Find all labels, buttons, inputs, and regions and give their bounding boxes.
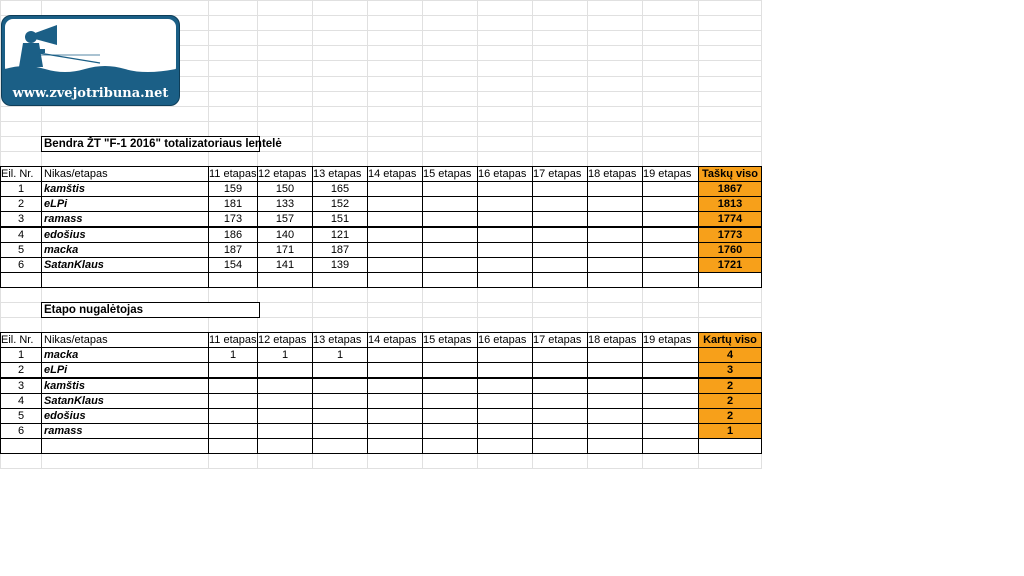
table1-empty-row-cell[interactable] [642, 272, 699, 288]
table2-row-empty-cell[interactable] [477, 408, 533, 424]
table2-empty-row-cell[interactable] [257, 438, 313, 454]
table1-row-empty-cell[interactable] [422, 242, 478, 258]
table2-row-empty-cell[interactable] [587, 393, 643, 409]
table2-row-empty-cell[interactable] [367, 393, 423, 409]
gridline-horizontal [0, 121, 761, 122]
table1-header-5[interactable]: 14 etapas [367, 166, 423, 182]
table2-row-wins-total[interactable]: 2 [698, 393, 762, 409]
table2-header-8[interactable]: 17 etapas [532, 332, 588, 348]
table1-header-6[interactable]: 15 etapas [422, 166, 478, 182]
table1-header-0[interactable]: Eil. Nr. [0, 166, 42, 182]
table1-row-points-total[interactable]: 1813 [698, 196, 762, 212]
table2-row-nr[interactable]: 2 [0, 362, 42, 378]
table1-empty-row-cell[interactable] [477, 272, 533, 288]
table2-row-nick[interactable]: macka [41, 347, 211, 363]
table2-row-nick[interactable]: eLPi [41, 362, 211, 378]
table2-row-e13[interactable] [312, 408, 368, 424]
table1-empty-row-cell[interactable] [532, 272, 588, 288]
table1-header-8[interactable]: 17 etapas [532, 166, 588, 182]
table1-row-empty-cell[interactable] [422, 211, 478, 227]
table1-empty-row-cell[interactable] [422, 272, 478, 288]
table2-row-empty-cell[interactable] [642, 362, 699, 378]
table2-row-e11[interactable] [208, 393, 258, 409]
table2-empty-row-cell[interactable] [477, 438, 533, 454]
table1-row-e11[interactable]: 181 [208, 196, 258, 212]
table1-row-e13[interactable]: 165 [312, 181, 368, 197]
table2-row-nr[interactable]: 1 [0, 347, 42, 363]
table2-row-empty-cell[interactable] [422, 408, 478, 424]
table2-row-nick[interactable]: SatanKlaus [41, 393, 211, 409]
table1-empty-row-cell[interactable] [312, 272, 368, 288]
table2-row-empty-cell[interactable] [642, 423, 699, 439]
table2-row-wins-total[interactable]: 4 [698, 347, 762, 363]
table1-row-e13[interactable]: 121 [312, 227, 368, 243]
table2-row-e12[interactable] [257, 408, 313, 424]
table2-row-e12[interactable]: 1 [257, 347, 313, 363]
table2-empty-row-cell[interactable] [367, 438, 423, 454]
table2-row-empty-cell[interactable] [642, 408, 699, 424]
table1-row-e13[interactable]: 187 [312, 242, 368, 258]
table1-row-e13[interactable]: 139 [312, 257, 368, 273]
table1-row-empty-cell[interactable] [422, 196, 478, 212]
table1-row-empty-cell[interactable] [477, 181, 533, 197]
table1-empty-row-cell[interactable] [367, 272, 423, 288]
table1-row-empty-cell[interactable] [642, 257, 699, 273]
table2-row-e11[interactable] [208, 408, 258, 424]
table1-row-empty-cell[interactable] [587, 196, 643, 212]
table1-row-nr[interactable]: 2 [0, 196, 42, 212]
table1-row-empty-cell[interactable] [532, 211, 588, 227]
table1-row-empty-cell[interactable] [367, 257, 423, 273]
table1-header-1[interactable]: Nikas/etapas [41, 166, 211, 182]
table1-row-points-total[interactable]: 1773 [698, 227, 762, 243]
table1-row-empty-cell[interactable] [642, 211, 699, 227]
table2-row-nick[interactable]: kamštis [41, 378, 211, 394]
table1-title[interactable]: Bendra ŽT "F-1 2016" totalizatoriaus lentelė [41, 136, 260, 152]
table2-empty-row-cell[interactable] [587, 438, 643, 454]
table1-row-empty-cell[interactable] [477, 227, 533, 243]
table2-row-empty-cell[interactable] [642, 347, 699, 363]
table2-row-empty-cell[interactable] [367, 378, 423, 394]
table2-row-empty-cell[interactable] [422, 362, 478, 378]
table2-row-wins-total[interactable]: 2 [698, 408, 762, 424]
table1-row-empty-cell[interactable] [532, 181, 588, 197]
table1-row-points-total[interactable]: 1721 [698, 257, 762, 273]
table2-row-empty-cell[interactable] [532, 423, 588, 439]
fisherman-megaphone-icon [5, 19, 176, 75]
table1-row-empty-cell[interactable] [477, 257, 533, 273]
table1-row-e12[interactable]: 140 [257, 227, 313, 243]
table1-row-empty-cell[interactable] [532, 257, 588, 273]
table1-row-empty-cell[interactable] [367, 211, 423, 227]
table1-header-2[interactable]: 11 etapas [209, 168, 257, 180]
table2-row-e12[interactable] [257, 378, 313, 394]
table1-row-nick[interactable]: eLPi [41, 196, 211, 212]
table2-row-e11[interactable] [208, 362, 258, 378]
table1-row-empty-cell[interactable] [642, 196, 699, 212]
table2-row-e13[interactable] [312, 393, 368, 409]
table2-row-nr[interactable]: 3 [0, 378, 42, 394]
table2-row-e12[interactable] [257, 362, 313, 378]
table1-row-e11[interactable]: 159 [208, 181, 258, 197]
table2-row-nr[interactable]: 6 [0, 423, 42, 439]
table1-row-empty-cell[interactable] [477, 211, 533, 227]
table2-empty-row-cell[interactable] [41, 438, 209, 454]
table1-row-e12[interactable]: 141 [257, 257, 313, 273]
table2-row-empty-cell[interactable] [477, 378, 533, 394]
table1-row-empty-cell[interactable] [422, 181, 478, 197]
table2-row-empty-cell[interactable] [587, 378, 643, 394]
table1-row-empty-cell[interactable] [587, 227, 643, 243]
table2-row-e13[interactable] [312, 423, 368, 439]
table2-header-1[interactable]: Nikas/etapas [41, 332, 211, 348]
table2-row-wins-total[interactable]: 3 [698, 362, 762, 378]
table2-row-empty-cell[interactable] [367, 408, 423, 424]
table2-header-9[interactable]: 18 etapas [587, 332, 643, 348]
table2-header-4[interactable]: 13 etapas [312, 332, 368, 348]
table1-row-e11[interactable]: 173 [208, 211, 258, 227]
table1-empty-row-cell[interactable] [698, 272, 762, 288]
table2-row-nick[interactable]: edošius [41, 408, 211, 424]
table1-row-points-total[interactable]: 1774 [698, 211, 762, 227]
table2-row-nr[interactable]: 4 [0, 393, 42, 409]
logo-url-text: www.zvejotribuna.net [12, 86, 169, 101]
table1-header-3[interactable]: 12 etapas [257, 166, 313, 182]
table2-empty-row-cell[interactable] [0, 438, 42, 454]
table2-header-5[interactable]: 14 etapas [367, 332, 423, 348]
table2-row-empty-cell[interactable] [422, 393, 478, 409]
table1-row-e12[interactable]: 171 [257, 242, 313, 258]
table2-row-empty-cell[interactable] [422, 347, 478, 363]
table1-row-empty-cell[interactable] [367, 227, 423, 243]
table1-header-9[interactable]: 18 etapas [587, 166, 643, 182]
gridline-horizontal [0, 468, 761, 469]
table2-empty-row-cell[interactable] [312, 438, 368, 454]
table1-header-4[interactable]: 13 etapas [312, 166, 368, 182]
table2-header-0[interactable]: Eil. Nr. [0, 332, 42, 348]
table2-row-empty-cell[interactable] [587, 423, 643, 439]
table2-row-empty-cell[interactable] [477, 362, 533, 378]
table1-row-empty-cell[interactable] [642, 181, 699, 197]
table2-title[interactable]: Etapo nugalėtojas [41, 302, 260, 318]
table2-row-empty-cell[interactable] [477, 393, 533, 409]
table1-empty-row-cell[interactable] [41, 272, 209, 288]
table1-row-e13[interactable]: 151 [312, 211, 368, 227]
table1-row-empty-cell[interactable] [532, 196, 588, 212]
table1-row-nr[interactable]: 5 [0, 242, 42, 258]
table2-row-empty-cell[interactable] [477, 347, 533, 363]
table1-row-e12[interactable]: 150 [257, 181, 313, 197]
table1-row-empty-cell[interactable] [367, 181, 423, 197]
gridline-horizontal [0, 106, 761, 107]
table1-row-e11[interactable]: 186 [208, 227, 258, 243]
table2-row-nick[interactable]: ramass [41, 423, 211, 439]
table1-row-points-total[interactable]: 1867 [698, 181, 762, 197]
table1-row-empty-cell[interactable] [532, 242, 588, 258]
table2-row-e13[interactable]: 1 [312, 347, 368, 363]
table1-row-empty-cell[interactable] [642, 242, 699, 258]
table1-row-nr[interactable]: 1 [0, 181, 42, 197]
table2-row-empty-cell[interactable] [532, 347, 588, 363]
table2-row-empty-cell[interactable] [477, 423, 533, 439]
table1-row-points-total[interactable]: 1760 [698, 242, 762, 258]
table2-empty-row-cell[interactable] [208, 438, 258, 454]
table2-row-empty-cell[interactable] [367, 347, 423, 363]
table1-header-7[interactable]: 16 etapas [477, 166, 533, 182]
table2-row-wins-total[interactable]: 2 [698, 378, 762, 394]
table2-row-nr[interactable]: 5 [0, 408, 42, 424]
table2-row-empty-cell[interactable] [532, 362, 588, 378]
table1-row-nick[interactable]: macka [41, 242, 211, 258]
table1-row-empty-cell[interactable] [587, 211, 643, 227]
table1-row-empty-cell[interactable] [422, 227, 478, 243]
table2-empty-row-cell[interactable] [698, 438, 762, 454]
table1-row-nick[interactable]: SatanKlaus [41, 257, 211, 273]
table2-header-2[interactable]: 11 etapas [209, 334, 257, 346]
table1-row-empty-cell[interactable] [587, 181, 643, 197]
table2-row-empty-cell[interactable] [367, 423, 423, 439]
table2-row-e12[interactable] [257, 423, 313, 439]
table2-row-empty-cell[interactable] [367, 362, 423, 378]
table1-header-11[interactable]: Taškų viso [698, 166, 762, 182]
table1-row-empty-cell[interactable] [367, 196, 423, 212]
table1-row-empty-cell[interactable] [477, 196, 533, 212]
table1-header-10[interactable]: 19 etapas [642, 166, 699, 182]
table1-row-empty-cell[interactable] [422, 257, 478, 273]
table2-row-empty-cell[interactable] [422, 423, 478, 439]
table1-row-empty-cell[interactable] [642, 227, 699, 243]
table1-row-nr[interactable]: 3 [0, 211, 42, 227]
site-logo [1, 15, 180, 106]
table2-row-empty-cell[interactable] [587, 347, 643, 363]
table2-header-3[interactable]: 12 etapas [257, 332, 313, 348]
table2-row-empty-cell[interactable] [532, 408, 588, 424]
table1-row-empty-cell[interactable] [587, 242, 643, 258]
table1-row-e11[interactable]: 187 [208, 242, 258, 258]
table2-row-empty-cell[interactable] [587, 408, 643, 424]
table2-row-empty-cell[interactable] [422, 378, 478, 394]
table2-header-6[interactable]: 15 etapas [422, 332, 478, 348]
table1-row-empty-cell[interactable] [367, 242, 423, 258]
table1-empty-row-cell[interactable] [0, 272, 42, 288]
table1-row-nick[interactable]: ramass [41, 211, 211, 227]
table1-row-e12[interactable]: 133 [257, 196, 313, 212]
gridline-horizontal [0, 0, 761, 1]
table1-row-nick[interactable]: edošius [41, 227, 211, 243]
logo-banner [5, 19, 176, 75]
table2-row-empty-cell[interactable] [532, 393, 588, 409]
table2-header-11[interactable]: Kartų viso [698, 332, 762, 348]
table1-row-nr[interactable]: 6 [0, 257, 42, 273]
table1-empty-row-cell[interactable] [208, 272, 258, 288]
table1-row-e12[interactable]: 157 [257, 211, 313, 227]
table1-row-e13[interactable]: 152 [312, 196, 368, 212]
table2-row-empty-cell[interactable] [587, 362, 643, 378]
table2-empty-row-cell[interactable] [642, 438, 699, 454]
table1-row-nr[interactable]: 4 [0, 227, 42, 243]
table2-row-e13[interactable] [312, 362, 368, 378]
table2-header-7[interactable]: 16 etapas [477, 332, 533, 348]
table1-row-nick[interactable]: kamštis [41, 181, 211, 197]
table2-row-e11[interactable] [208, 378, 258, 394]
table2-empty-row-cell[interactable] [422, 438, 478, 454]
table1-row-empty-cell[interactable] [587, 257, 643, 273]
table2-row-wins-total[interactable]: 1 [698, 423, 762, 439]
table1-row-empty-cell[interactable] [532, 227, 588, 243]
table1-row-e11[interactable]: 154 [208, 257, 258, 273]
table2-row-e12[interactable] [257, 393, 313, 409]
table1-row-empty-cell[interactable] [477, 242, 533, 258]
table2-header-10[interactable]: 19 etapas [642, 332, 699, 348]
table2-row-empty-cell[interactable] [532, 378, 588, 394]
table2-row-empty-cell[interactable] [642, 393, 699, 409]
table2-row-e11[interactable]: 1 [208, 347, 258, 363]
table2-row-e11[interactable] [208, 423, 258, 439]
table1-empty-row-cell[interactable] [257, 272, 313, 288]
table2-row-empty-cell[interactable] [642, 378, 699, 394]
table2-empty-row-cell[interactable] [532, 438, 588, 454]
table2-row-e13[interactable] [312, 378, 368, 394]
table1-empty-row-cell[interactable] [587, 272, 643, 288]
